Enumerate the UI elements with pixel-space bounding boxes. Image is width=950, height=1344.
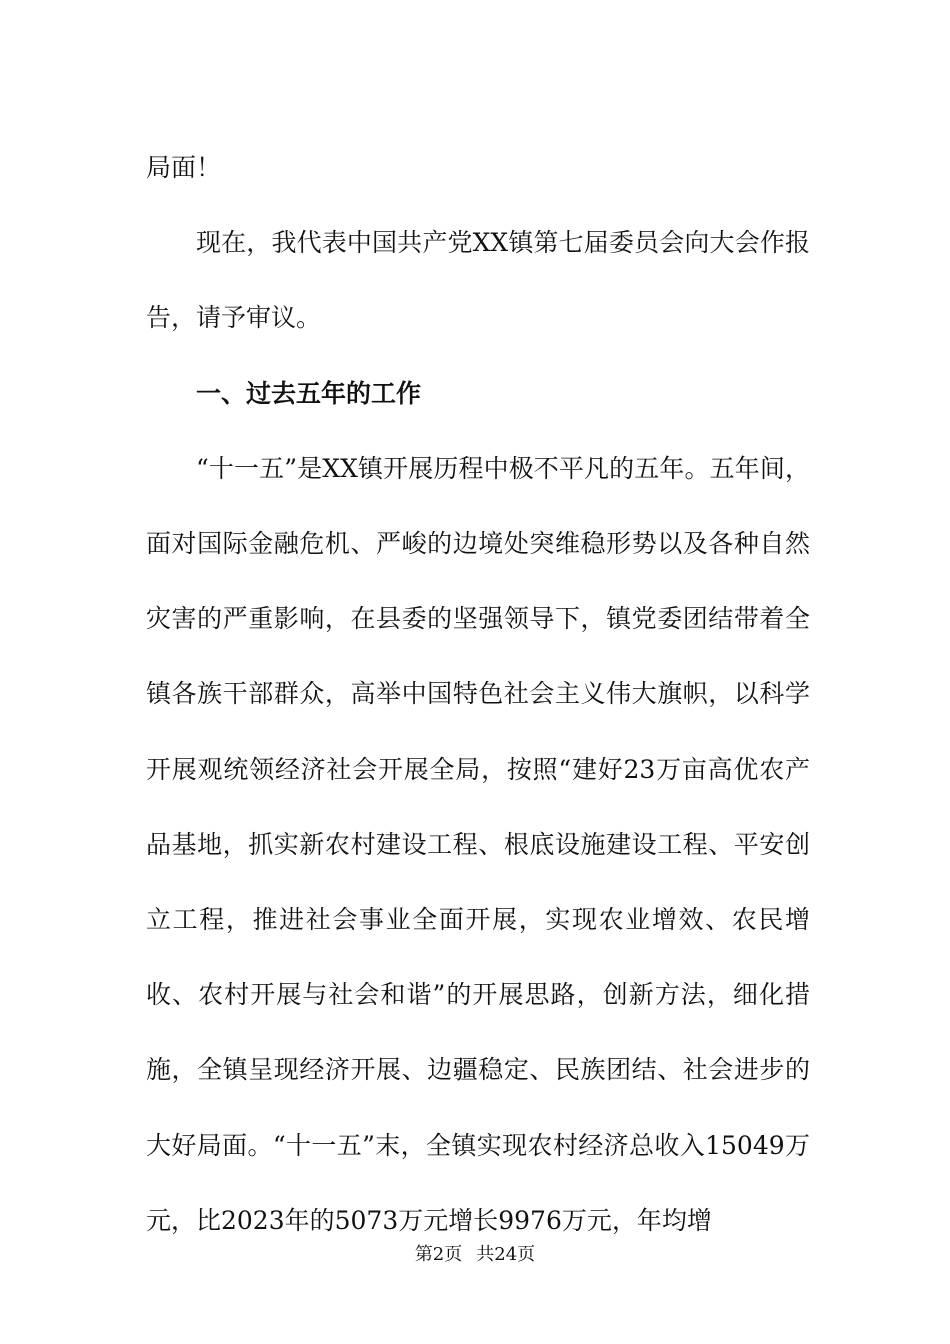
paragraph-continuation: 局面！ <box>146 153 222 182</box>
page-total: 共24页 <box>476 1244 536 1265</box>
page-number: 第2页 <box>414 1244 463 1265</box>
document-body <box>146 130 810 1258</box>
page-footer <box>0 1240 950 1270</box>
paragraph-work-review: “十一五”是XX镇开展历程中极不平凡的五年。五年间，面对国际金融危机、严峻的边境处突维稳形势以及各种自然灾害的严重影响，在县委的坚强领导下，镇党委团结带着全镇各族干部群众，高举中国特色社会主义伟大旗帜，以科学开展观统领经济社会开展全局，按照“建好23万亩高优农产品基地，抓实新农村建设工程、根底设施建设工程、平安创立工程，推进社会事业全面开展，实现农业增效、农民增收、农村开展与社会和谐”的开展思路，创新方法，细化措施，全镇呈现经济开展、边疆稳定、民族团结、社会进步的大好局面。“十一五”末，全镇实现农村经济总收入15049万元，比2023年的5073万元增长9976万元，年均增 <box>146 453 810 1235</box>
paragraph-report-intro: 现在，我代表中国共产党XX镇第七届委员会向大会作报告，请予审议。 <box>146 228 810 333</box>
section-heading: 一、过去五年的工作 <box>196 378 422 408</box>
